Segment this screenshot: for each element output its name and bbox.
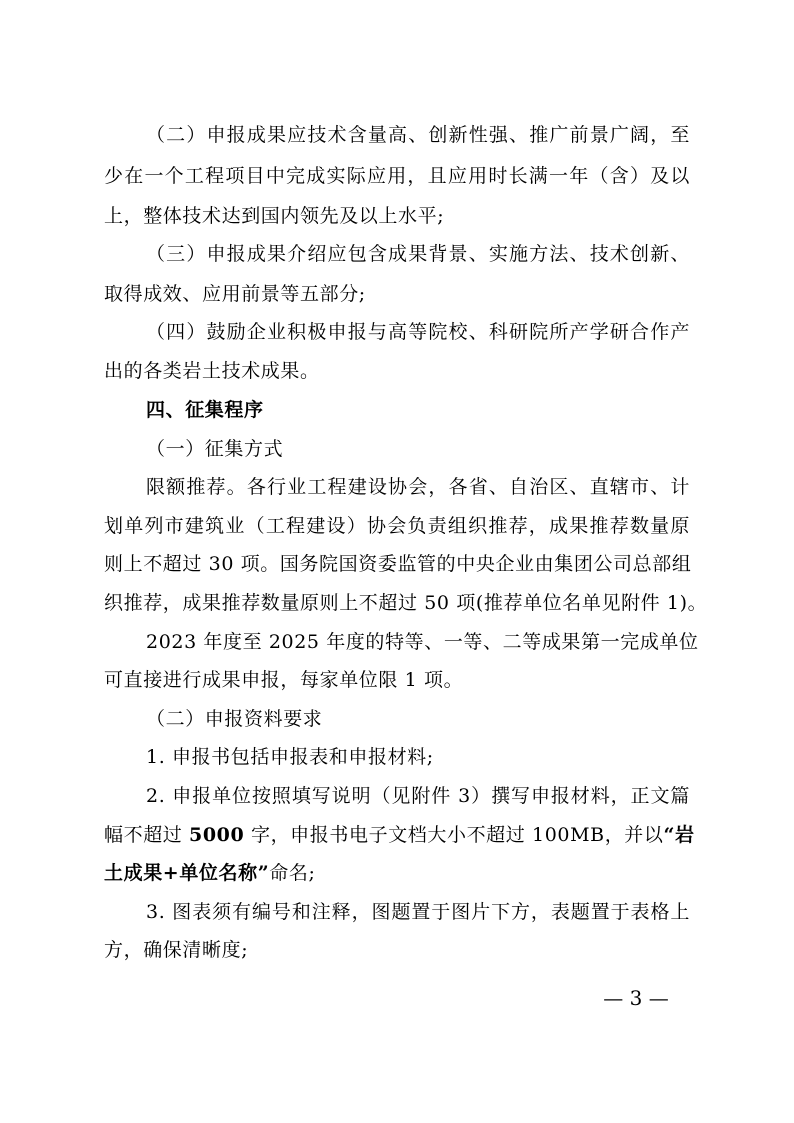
list-item-2-line-3 [104,859,690,887]
paragraph-criteria-2-line-2: 少在一个工程项目中完成实际应用，且应用时长满一年（含）及以 [104,165,690,187]
paragraph-criteria-4-line-2: 出的各类岩土技术成果。 [104,360,320,382]
section-heading: 四、征集程序 [146,399,264,421]
list-item-1: 1. 申报书包括申报表和申报材料; [146,746,434,768]
text-run: 命名; [269,862,316,884]
paragraph-criteria-3-line-2: 取得成效、应用前景等五部分; [104,283,366,305]
list-item-3-line-1: 3. 图表须有编号和注释，图题置于图片下方，表题置于表格上 [146,901,690,923]
list-item-2-line-1: 2. 申报单位按照填写说明（见附件 3）撰写申报材料，正文篇 [146,785,690,807]
paragraph-method-line-1: 限额推荐。各行业工程建设协会，各省、自治区、直辖市、计 [146,476,690,498]
paragraph-method-line-3: 则上不超过 30 项。国务院国资委监管的中央企业由集团公司总部组 [104,553,692,575]
subsection-heading-1: （一）征集方式 [146,438,284,460]
paragraph-criteria-4-line-1: （四）鼓励企业积极申报与高等院校、科研院所产学研合作产 [146,321,690,343]
paragraph-criteria-3-line-1: （三）申报成果介绍应包含成果背景、实施方法、技术创新、 [146,243,690,265]
bold-naming-rule: 土成果+单位名称” [104,862,270,884]
list-item-2-line-2 [104,821,695,849]
paragraph-direct-apply-line-1: 2023 年度至 2025 年度的特等、一等、二等成果第一完成单位 [146,631,699,653]
subsection-heading-2: （二）申报资料要求 [146,708,323,730]
paragraph-criteria-2-line-3: 上，整体技术达到国内领先及以上水平; [104,205,445,227]
paragraph-method-line-2: 划单列市建筑业（工程建设）协会负责组织推荐，成果推荐数量原 [104,515,690,537]
paragraph-method-line-4: 织推荐，成果推荐数量原则上不超过 50 项(推荐单位名单见附件 1)。 [104,592,708,614]
bold-word-count: 5000 [189,824,245,846]
bold-naming-start: “岩 [663,824,695,846]
paragraph-direct-apply-line-2: 可直接进行成果申报，每家单位限 1 项。 [104,669,464,691]
paragraph-criteria-2-line-1: （二）申报成果应技术含量高、创新性强、推广前景广阔，至 [146,124,690,146]
text-run: 幅不超过 [104,824,190,846]
text-run: 字，申报书电子文档大小不超过 100MB，并以 [244,824,664,846]
list-item-3-line-2: 方，确保清晰度; [104,939,249,961]
page-number: — 3 — [603,986,669,1010]
